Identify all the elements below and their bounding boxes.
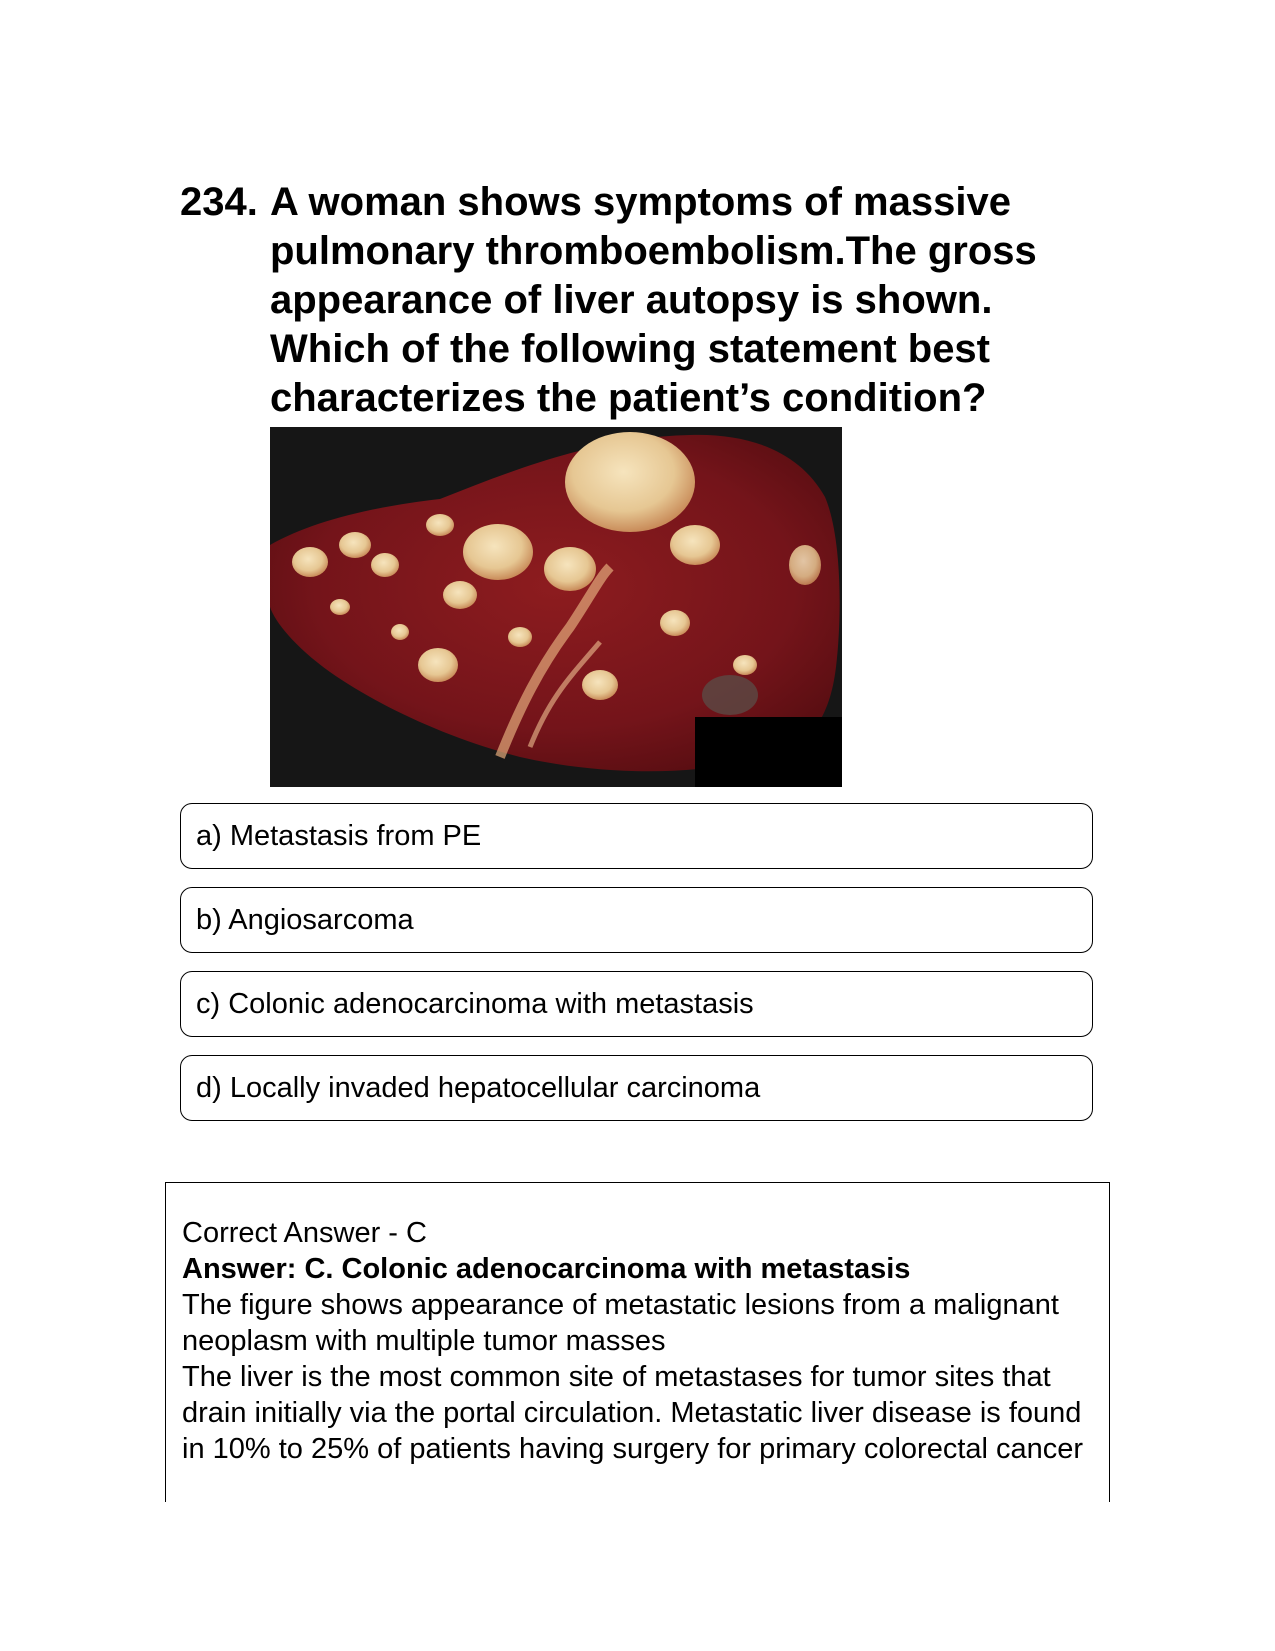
- option-label: b) Angiosarcoma: [196, 904, 414, 936]
- lesion: [789, 545, 821, 585]
- lesion: [443, 581, 477, 609]
- lesion: [733, 655, 757, 675]
- answer-box: [165, 1182, 1110, 1502]
- option-label: c) Colonic adenocarcinoma with metastasis: [196, 988, 754, 1020]
- lesion: [660, 610, 690, 636]
- lesion: [339, 532, 371, 558]
- answer-content: [182, 1215, 1092, 1467]
- option-d[interactable]: [180, 1055, 1093, 1121]
- answer-title: Answer: C. Colonic adenocarcinoma with metastasis: [182, 1253, 911, 1285]
- option-c[interactable]: [180, 971, 1093, 1037]
- lesion: [670, 525, 720, 565]
- correct-answer: Correct Answer - C: [182, 1217, 427, 1249]
- lesion: [426, 514, 454, 536]
- lesion: [582, 670, 618, 700]
- liver-illustration: [270, 427, 842, 787]
- option-label: d) Locally invaded hepatocellular carcinoma: [196, 1072, 761, 1104]
- lesion: [330, 599, 350, 615]
- lesion: [508, 627, 532, 647]
- lesion: [565, 432, 695, 532]
- option-a[interactable]: [180, 803, 1093, 869]
- lesion: [418, 648, 458, 682]
- lesion: [391, 624, 409, 640]
- explanation-paragraph-1: The figure shows appearance of metastatic lesions from a malignant neoplasm with multiple tumor masses: [182, 1289, 1059, 1357]
- question-number: 234.: [180, 180, 258, 224]
- lesion: [292, 547, 328, 577]
- option-label: a) Metastasis from PE: [196, 820, 482, 852]
- question-text: A woman shows symptoms of massive pulmonary thromboembolism.The gross appearance of liver autopsy is shown. Which of the following statement best characterizes the patient’s condition?: [270, 180, 1037, 420]
- option-b[interactable]: [180, 887, 1093, 953]
- liver-autopsy-image: [270, 427, 842, 787]
- lesion: [371, 553, 399, 577]
- lesion: [463, 524, 533, 580]
- explanation-paragraph-2: The liver is the most common site of metastases for tumor sites that drain initially via the portal circulation. Metastatic liver disease is found in 10% to 25% of patients having surgery for primary colorectal cancer: [182, 1361, 1084, 1465]
- lesion: [544, 547, 596, 591]
